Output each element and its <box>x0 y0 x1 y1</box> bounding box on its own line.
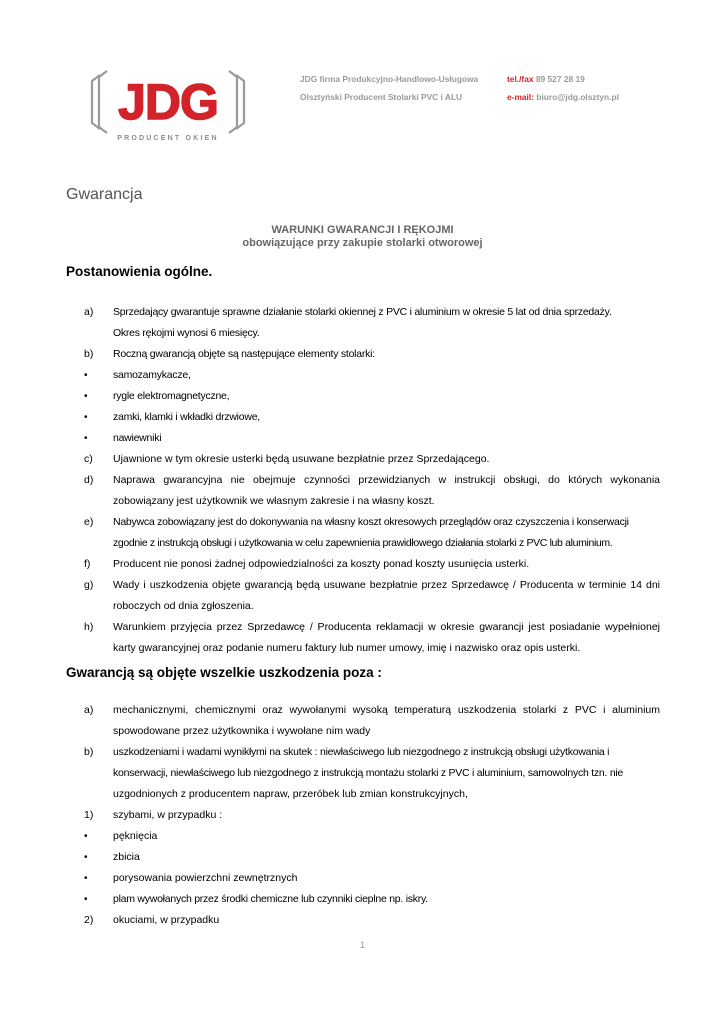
list-item <box>84 554 660 575</box>
list-marker: b) <box>84 348 94 360</box>
list-marker: a) <box>84 704 94 716</box>
list-text: Sprzedający gwarantuje sprawne działanie stolarki okiennej z PVC i aluminium w okresie 5 lat od dnia sprzedaży. <box>113 306 612 318</box>
list-text: Okres rękojmi wynosi 6 miesięcy. <box>113 327 260 339</box>
list-item <box>84 575 660 617</box>
subtitle-secondary: obowiązujące przy zakupie stolarki otworowej <box>242 237 483 249</box>
list-text: Warunkiem przyjęcia przez Sprzedawcę / Producenta reklamacji w okresie gwarancji jest posiadanie wypełnionej <box>113 621 660 633</box>
contact-info <box>507 70 619 106</box>
section-heading-general: Postanowienia ogólne. <box>66 264 213 279</box>
list-text: zbicia <box>113 851 140 863</box>
bullet-icon: • <box>84 391 88 402</box>
company-name: JDG firma Produkcyjno-Handlowo-Usługowa <box>300 74 479 84</box>
list-item <box>84 805 660 826</box>
list-marker: g) <box>84 579 94 591</box>
list-text: porysowania powierzchni zewnętrznych <box>113 872 298 884</box>
list-text: samozamykacze, <box>113 369 191 381</box>
list-text: Roczną gwarancją objęte są następujące elementy stolarki: <box>113 348 375 360</box>
list-marker: 2) <box>84 914 94 926</box>
list-item <box>84 868 660 889</box>
bullet-icon: • <box>84 433 88 444</box>
list-text: uszkodzeniami i wadami wynikłymi na skutek : niewłaściwego lub niezgodnego z instrukcją obsługi użytkowania i <box>113 746 610 758</box>
list-marker: 1) <box>84 809 94 821</box>
list-item <box>84 910 660 931</box>
list-text: Ujawnione w tym okresie usterki będą usuwane bezpłatnie przez Sprzedającego. <box>113 453 490 465</box>
list-item <box>84 617 660 659</box>
list-text: pęknięcia <box>113 830 158 842</box>
list-marker: d) <box>84 474 94 486</box>
list-item <box>84 407 660 428</box>
list-marker: h) <box>84 621 94 633</box>
list-item <box>84 386 660 407</box>
document-title: Gwarancja <box>66 186 143 203</box>
tel-value: 89 527 28 19 <box>535 74 585 84</box>
bullet-icon: • <box>84 852 88 863</box>
list-item <box>84 302 660 344</box>
list-item <box>84 700 660 742</box>
logo-text: JDG <box>118 74 218 130</box>
list-marker: f) <box>84 558 91 570</box>
list-marker: a) <box>84 306 94 318</box>
list-text: zamki, klamki i wkładki drzwiowe, <box>113 411 260 423</box>
bullet-icon: • <box>84 894 88 905</box>
list-text: zobowiązany jest użytkownik we własnym zakresie i na własny koszt. <box>113 495 435 507</box>
list-item <box>84 470 660 512</box>
list-item <box>84 512 660 554</box>
company-info <box>300 70 478 106</box>
list-text: Nabywca zobowiązany jest do dokonywania na własny koszt okresowych przeglądów oraz czyszczenia i konserwacji <box>113 516 629 528</box>
list-marker: c) <box>84 453 93 465</box>
list-text: rygle elektromagnetyczne, <box>113 390 230 402</box>
general-provisions-list <box>84 302 660 659</box>
list-text: okuciami, w przypadku <box>113 914 220 926</box>
page-number: 1 <box>359 940 365 950</box>
list-item <box>84 428 660 449</box>
list-text: uzgodnionych z producentem napraw, przeróbek lub zmian konstrukcyjnych, <box>113 788 468 800</box>
bullet-icon: • <box>84 370 88 381</box>
list-item <box>84 449 660 470</box>
list-text: konserwacji, niewłaściwego lub niezgodnego z instrukcją montażu stolarki z PVC i aluminium, samowolnych tzn. nie <box>113 767 624 779</box>
list-text: spowodowane przez użytkownika i wywołane nim wady <box>113 725 371 737</box>
list-text: nawiewniki <box>113 432 162 444</box>
list-text: plam wywołanych przez środki chemiczne lub czynniki cieplne np. iskry. <box>113 893 428 905</box>
list-marker: e) <box>84 516 94 528</box>
email-label: e-mail: <box>507 92 534 102</box>
list-text: szybami, w przypadku : <box>113 809 223 821</box>
list-text: Naprawa gwarancyjna nie obejmuje czynności przewidzianych w instrukcji obsługi, do których wykonania <box>113 474 660 486</box>
company-description: Olsztyński Producent Stolarki PVC i ALU <box>300 92 463 102</box>
logo-tagline: PRODUCENT OKIEN <box>117 135 219 142</box>
list-text: karty gwarancyjnej oraz podanie numeru faktury lub numer umowy, imię i nazwisko oraz opis usterki. <box>113 642 581 654</box>
list-item <box>84 826 660 847</box>
list-item <box>84 365 660 386</box>
bullet-icon: • <box>84 412 88 423</box>
email-value: biuro@jdg.olsztyn.pl <box>536 92 619 102</box>
list-text: Producent nie ponosi żadnej odpowiedzialności za koszty ponad koszty usunięcia usterki. <box>113 558 530 570</box>
list-item <box>84 889 660 910</box>
jdg-logo <box>88 67 248 145</box>
list-text: dni roboczych od dnia zgłoszenia. <box>113 579 660 612</box>
list-marker: b) <box>84 746 94 758</box>
subtitle-main: WARUNKI GWARANCJI I RĘKOJMI <box>271 224 454 236</box>
list-text: Wady i uszkodzenia objęte gwarancją będą usuwane bezpłatnie przez Sprzedawcę / Producenta w terminie 14 <box>113 579 643 591</box>
list-item <box>84 847 660 868</box>
bullet-icon: • <box>84 873 88 884</box>
bullet-icon: • <box>84 831 88 842</box>
list-item <box>84 344 660 365</box>
section-heading-exclusions: Gwarancją są objęte wszelkie uszkodzenia poza : <box>66 665 382 680</box>
exclusions-list <box>84 700 660 931</box>
list-item <box>84 742 660 805</box>
list-text: mechanicznymi, chemicznymi oraz wywołanymi wysoką temperaturą uszkodzenia stolarki z PVC i aluminium <box>113 704 660 716</box>
tel-label: tel./fax <box>507 74 534 84</box>
list-text: zgodnie z instrukcją obsługi i użytkowania w celu zapewnienia prawidłowego działania stolarki z PVC lub aluminium. <box>113 537 613 549</box>
